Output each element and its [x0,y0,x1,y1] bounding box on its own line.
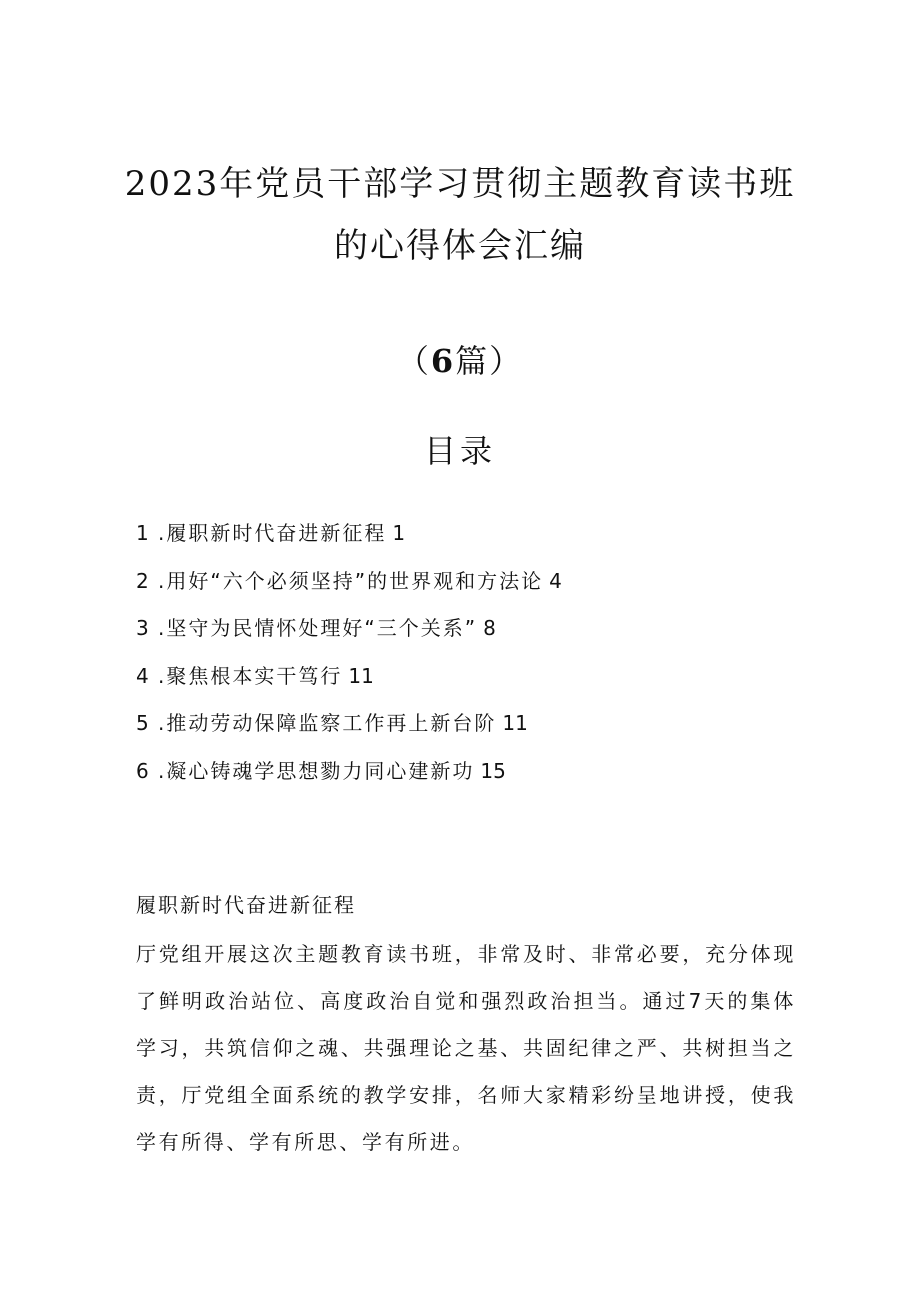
toc-heading: 目录 [423,432,496,470]
title-line-1: 2023年党员干部学习贯彻主题教育读书班 [124,164,796,204]
section-body: 厅党组开展这次主题教育读书班，非常及时、非常必要，充分体现了鲜明政治站位、高度政治自觉和强烈政治担当。通过7天的集体学习，共筑信仰之魂、共强理论之基、共固纪律之严、共树担当之责，厅党组全面系统的教学安排，名师大家精彩纷呈地讲授，使我学有所得、学有所思、学有所进。 [136,942,796,1154]
title-line-2: 的心得体会汇编 [334,226,586,266]
toc-item-number: 2 [136,568,149,593]
toc-item-number: 4 [136,663,149,688]
toc-item-number: 5 [136,711,149,735]
toc-item-title: .推动劳动保障监察工作再上新台阶 [158,711,497,735]
toc-item-page: 11 [348,663,374,688]
section-title: 履职新时代奋进新征程 [136,893,356,917]
count-label: 篇） [455,342,524,380]
document-title [0,160,920,270]
toc-item-page: 8 [483,616,496,640]
toc-item-title: .用好“六个必须坚持”的世界观和方法论 [158,568,544,593]
toc-item[interactable] [136,515,816,563]
count-number: 6 [430,342,456,380]
count-open-paren: （ [396,342,431,380]
toc-item[interactable] [136,658,816,706]
toc-item-page: 15 [480,758,506,783]
toc-item-number: 1 [136,521,149,545]
toc-item-page: 1 [392,521,406,545]
toc-item-title: .履职新时代奋进新征程 [158,521,387,545]
toc-item[interactable] [136,563,816,611]
toc-item-number: 6 [136,758,149,783]
toc-item[interactable] [136,705,816,753]
toc-item-title: .聚焦根本实干笃行 [158,663,343,688]
table-of-contents [136,515,816,800]
toc-item-page: 4 [549,568,562,593]
toc-item-title: .凝心铸魂学思想勠力同心建新功 [158,758,475,783]
toc-item[interactable] [136,753,816,801]
article-count [0,338,920,384]
toc-item-title: .坚守为民情怀处理好“三个关系” [158,616,478,640]
toc-item-number: 3 [136,616,149,640]
toc-item[interactable] [136,610,816,658]
toc-item-page: 11 [502,711,528,735]
